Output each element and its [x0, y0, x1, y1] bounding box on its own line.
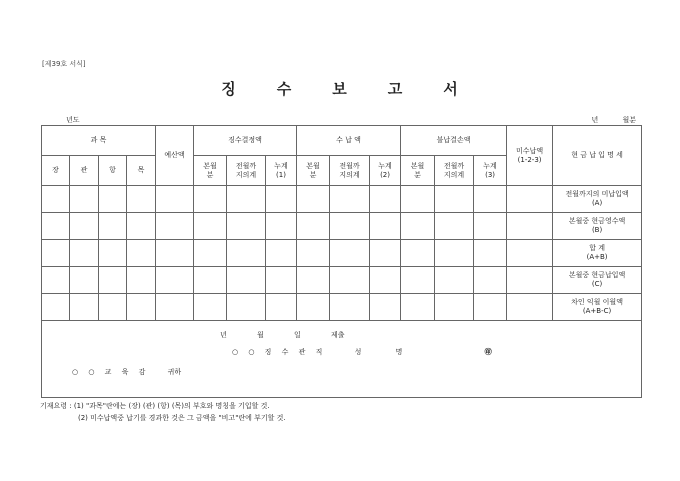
- title-char: 고: [387, 80, 404, 98]
- detail-prev-unpaid: 전월까지의 미납입액 (A): [553, 186, 642, 213]
- submission-date: 년 월 일 제출: [220, 331, 345, 339]
- name-label: 성 명: [354, 348, 419, 356]
- header-gwan: 관: [70, 156, 99, 186]
- header-this-month: 본월 분: [297, 156, 330, 186]
- collection-report-table: [41, 125, 642, 398]
- table-row: [42, 213, 642, 240]
- detail-sum: 합 계 (A+B): [553, 240, 642, 267]
- header-jang: 장: [42, 156, 70, 186]
- header-receipts: 수 납 액: [297, 126, 401, 156]
- header-budget: 예산액: [156, 126, 194, 186]
- reporting-month-label: 년 월분: [591, 116, 636, 124]
- detail-cash-paid-in: 본월중 현금납입액 (C): [553, 267, 642, 294]
- header-subject: 과 목: [42, 126, 156, 156]
- header-cumulative-2: 누계 (2): [370, 156, 401, 186]
- header-mok: 목: [127, 156, 156, 186]
- header-prev-total: 전월까 지의계: [227, 156, 266, 186]
- header-hang: 항: [99, 156, 127, 186]
- title-char: 수: [276, 80, 293, 98]
- header-this-month: 본월 분: [194, 156, 227, 186]
- table-row: [42, 240, 642, 267]
- header-collection-decided: 징수결정액: [194, 126, 297, 156]
- title-char: 보: [332, 80, 348, 98]
- header-this-month: 본월 분: [401, 156, 435, 186]
- addressee-suffix: 귀하: [167, 368, 182, 376]
- table-row: [42, 267, 642, 294]
- detail-cash-received: 본월중 현금영수액 (B): [553, 213, 642, 240]
- header-prev-total: 전월까 지의계: [435, 156, 474, 186]
- form-number-label: [제39호 서식]: [42, 60, 86, 68]
- collecting-official: ○ ○ 징 수 관 직: [232, 348, 327, 356]
- header-prev-total: 전월까 지의계: [330, 156, 370, 186]
- title-char: 서: [443, 80, 459, 98]
- instruction-line-2: (2) 미수납액중 납기를 경과한 것은 그 금액을 "비고"란에 부기할 것.: [78, 414, 286, 422]
- submission-block: [42, 321, 642, 398]
- official-line: [232, 348, 492, 357]
- document-title: [0, 78, 680, 98]
- table-row: [42, 186, 642, 213]
- title-char: 징: [221, 80, 237, 98]
- addressee-line: [72, 368, 181, 377]
- header-unreceived: 미수납액 (1-2-3): [507, 126, 553, 186]
- header-unpaid-loss: 불납결손액: [401, 126, 507, 156]
- header-cash-detail: 현 금 납 입 명 세: [553, 126, 642, 186]
- superintendent: ○ ○ 교 육 감: [72, 368, 150, 376]
- fiscal-year-label: 년도: [66, 116, 80, 124]
- detail-carry-over: 차인 익월 이월액 (A+B-C): [553, 294, 642, 321]
- instruction-line-1: 기재요령 : (1) "과목"란에는 (장) (관) (항) (목)의 부호와 명칭을 기입할 것.: [40, 402, 270, 410]
- table-row: [42, 294, 642, 321]
- header-cumulative-1: 누계 (1): [266, 156, 297, 186]
- seal-mark: ㊞: [484, 348, 492, 356]
- header-cumulative-3: 누계 (3): [474, 156, 507, 186]
- instructions: [40, 400, 286, 424]
